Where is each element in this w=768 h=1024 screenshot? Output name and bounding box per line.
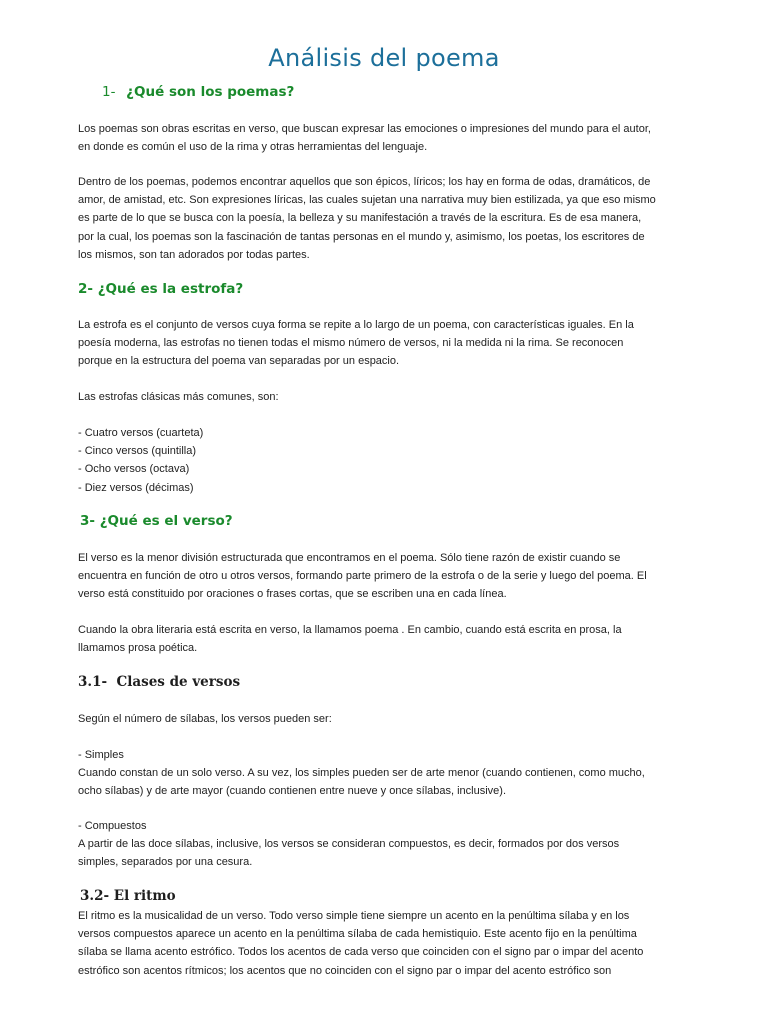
- section-3-1-heading: [78, 674, 240, 690]
- text-line: - Simples: [78, 749, 124, 761]
- section-3-2-number: 3.2-: [80, 888, 110, 904]
- text-line: A partir de las doce sílabas, inclusive, los versos se consideran compuestos, es decir, formados por dos versos: [78, 838, 620, 851]
- text-line: porque en la estructura del poema van separadas por un espacio.: [78, 355, 400, 368]
- text-line: llamamos prosa poética.: [78, 642, 198, 655]
- section-1-title: ¿Qué son los poemas?: [126, 84, 295, 100]
- text-line: encuentra en función de otro u otros versos, formando parte primero de la estrofa o de la serie y luego del poema. El: [78, 570, 647, 583]
- section-3-2-paragraph-1: [78, 907, 690, 980]
- text-line: sílaba se llama acento estrófico. Todos los acentos de cada verso que coinciden con el signo par o impar del acento: [78, 946, 644, 959]
- text-line: simples, separados por una cesura.: [78, 856, 253, 869]
- section-3-paragraph-2: [78, 621, 690, 657]
- section-1-paragraph-1: [78, 120, 690, 156]
- section-3-2-heading: [80, 888, 176, 904]
- section-3-1-title: Clases de versos: [116, 674, 241, 690]
- list-item: - Cuatro versos (cuarteta): [78, 427, 204, 439]
- text-line: estrófico son acentos rítmicos; los acentos que no coinciden con el signo par o impar del acento estrófico son: [78, 964, 612, 977]
- text-line: El ritmo es la musicalidad de un verso. Todo verso simple tiene siempre un acento en la penúltima sílaba y en los: [78, 910, 630, 922]
- strophe-list: [78, 424, 690, 497]
- text-line: Cuando constan de un solo verso. A su vez, los simples pueden ser de arte menor (cuando contienen, como mucho,: [78, 767, 645, 780]
- section-3-1-paragraph-1: [78, 710, 690, 728]
- text-line: poesía moderna, las estrofas no tienen todas el mismo número de versos, ni la medida ni la rima. Se reconocen: [78, 337, 624, 350]
- text-line: verso está constituido por oraciones o frases cortas, que se escriben una en cada línea.: [78, 588, 507, 601]
- list-item: - Diez versos (décimas): [78, 481, 194, 494]
- section-3-paragraph-1: [78, 549, 690, 604]
- text-line: en donde es común el uso de la rima y otras herramientas del lenguaje.: [78, 141, 428, 154]
- section-3-1-number: 3.1-: [78, 674, 108, 690]
- text-line: El verso es la menor división estructurada que encontramos en el poema. Sólo tiene razón de existir cuando se: [78, 552, 621, 564]
- section-1-heading: [102, 84, 294, 100]
- compound-verses-block: [78, 817, 690, 872]
- text-line: - Compuestos: [78, 820, 147, 832]
- section-2-paragraph-1: [78, 316, 690, 371]
- section-3-2-title: El ritmo: [113, 888, 176, 904]
- text-line: Cuando la obra literaria está escrita en verso, la llamamos poema . En cambio, cuando está escrita en prosa, la: [78, 624, 622, 636]
- list-item: - Cinco versos (quintilla): [78, 445, 196, 458]
- text-line: versos compuestos aparece un acento en la penúltima sílaba de cada hemistiquio. Este acento fijo en la penúltima: [78, 928, 637, 941]
- section-1-paragraph-2: [78, 173, 690, 264]
- section-3-heading: 3- ¿Qué es el verso?: [80, 513, 233, 529]
- section-2-paragraph-2: [78, 388, 690, 406]
- text-line: La estrofa es el conjunto de versos cuya forma se repite a lo largo de un poema, con características iguales. En la: [78, 319, 634, 331]
- text-line: Los poemas son obras escritas en verso, que buscan expresar las emociones o impresiones del mundo para el autor,: [78, 123, 651, 135]
- text-line: Dentro de los poemas, podemos encontrar aquellos que son épicos, líricos; los hay en forma de odas, dramáticos, de: [78, 176, 651, 188]
- text-line: los mismos, son tan adorados por todas partes.: [78, 248, 310, 261]
- text-line: es parte de lo que se busca con la poesía, la belleza y su manifestación a través de la escritura. Es de esa manera,: [78, 212, 642, 225]
- list-item: - Ocho versos (octava): [78, 463, 190, 476]
- section-2-heading: 2- ¿Qué es la estrofa?: [78, 281, 244, 297]
- section-1-number: 1-: [102, 84, 116, 100]
- text-line: ocho sílabas) y de arte mayor (cuando contienen entre nueve y once sílabas, inclusive).: [78, 785, 507, 798]
- text-line: amor, de amistad, etc. Son expresiones líricas, las cuales sujetan una narrativa muy bien estilizada, ya que eso mismo: [78, 194, 656, 207]
- simple-verses-block: [78, 746, 690, 801]
- text-line: Las estrofas clásicas más comunes, son:: [78, 391, 279, 403]
- text-line: por la cual, los poemas son la fascinación de tantas personas en el mundo y, asimismo, los poetas, los escritores de: [78, 230, 645, 243]
- text-line: Según el número de sílabas, los versos pueden ser:: [78, 713, 332, 725]
- page-title: Análisis del poema: [268, 44, 500, 72]
